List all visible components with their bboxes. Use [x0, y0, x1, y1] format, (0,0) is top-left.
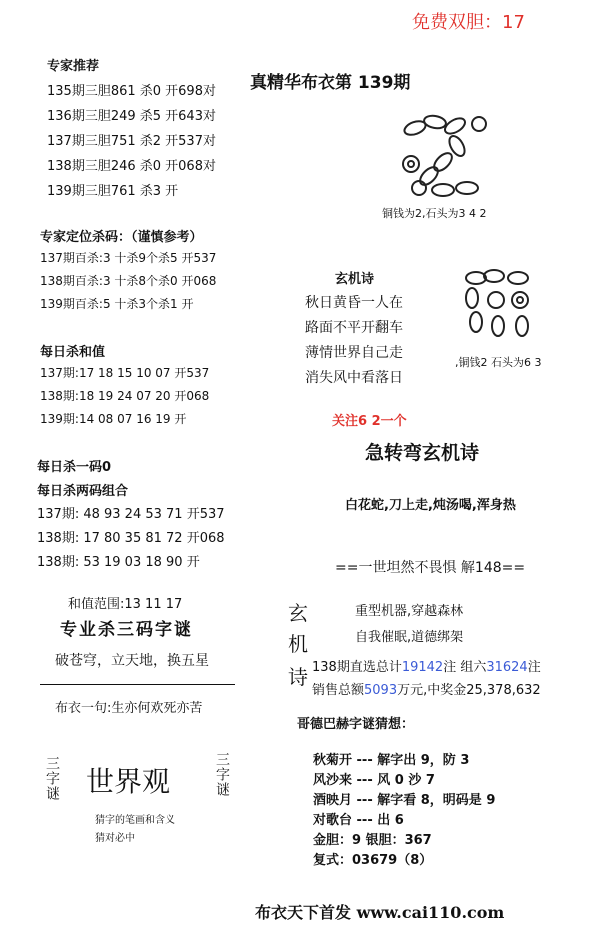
xuanji-line: 自我催眠,道德绑架	[355, 630, 464, 645]
urgent-line: 白花蛇,刀上走,炖汤喝,浑身热	[345, 498, 516, 513]
poem-line: 路面不平开翻车	[305, 320, 403, 336]
fearless-line: ==一世坦然不畏惧 解148==	[335, 560, 526, 576]
sales-line-1	[312, 656, 541, 675]
riddle-tag-left: 三字谜	[44, 756, 60, 801]
free-pick-banner: 免费双胆：17	[412, 12, 525, 33]
poem-title: 玄机诗	[335, 272, 375, 287]
sales-label: 销售总额	[312, 683, 365, 698]
daily-kill-line: 138期: 53 19 03 18 90 开	[37, 555, 200, 570]
goedel-line: 秋菊开 --- 解字出 9，防 3	[313, 753, 470, 768]
position-kill-title: 专家定位杀码：（谨慎参考）	[40, 230, 203, 245]
kill-three-title: 专业杀三码字谜	[60, 620, 193, 640]
daily-sum-kill-line: 137期:17 18 15 10 07 开537	[40, 366, 210, 380]
expert-line: 136期三胆249 杀5 开643对	[47, 109, 216, 124]
expert-line: 139期三胆761 杀3 开	[47, 184, 179, 199]
daily-sum-kill-title: 每日杀和值	[40, 345, 106, 360]
daily-kill-one-title: 每日杀一码0	[37, 460, 112, 475]
world-view-note: 猜对必中	[95, 833, 135, 844]
expert-line: 138期三胆246 杀0 开068对	[47, 159, 216, 174]
expert-line: 135期三胆861 杀0 开698对	[47, 84, 216, 99]
kill-three-riddle: 破苍穹，立天地，换五星	[55, 653, 209, 669]
sales-label: 138期直选总计	[312, 660, 402, 675]
coin-caption-1: 铜钱为2,石头为3 4 2	[382, 207, 487, 220]
daily-sum-kill-line: 138期:18 19 24 07 20 开068	[40, 389, 210, 403]
xuanji-side-char: 诗	[288, 665, 308, 689]
xuanji-line: 重型机器,穿越森林	[355, 604, 464, 619]
goedel-line: 风沙来 --- 风 0 沙 7	[313, 773, 435, 788]
xuanji-side-char: 玄	[288, 601, 308, 625]
sales-label: 万元,中奖金25,378,632	[397, 683, 541, 698]
poem-line: 薄情世界自己走	[305, 345, 403, 361]
poem-line: 消失风中看落日	[305, 370, 403, 386]
expert-line: 137期三胆751 杀2 开537对	[47, 134, 216, 149]
footer-source: 布衣天下首发 www.cai110.com	[255, 903, 505, 922]
position-kill-line: 139期百杀:5 十杀3个杀1 开	[40, 297, 194, 311]
daily-kill-line: 138期: 17 80 35 81 72 开068	[37, 531, 225, 546]
riddle-tag-right: 三字谜	[214, 752, 230, 797]
sales-amount: 5093	[364, 683, 398, 698]
daily-sum-kill-line: 139期:14 08 07 16 19 开	[40, 412, 187, 426]
position-kill-line: 137期百杀:3 十杀9个杀5 开537	[40, 251, 217, 265]
buyi-line: 布衣一句:生亦何欢死亦苦	[55, 701, 203, 716]
sum-range: 和值范围:13 11 17	[68, 597, 183, 612]
sales-label: 注 组六	[443, 660, 487, 675]
coin-stone-picture-2	[462, 268, 542, 343]
issue-header-title: 真精华布衣第 139期	[250, 73, 411, 93]
expert-title: 专家推荐	[47, 59, 100, 74]
direct-total: 19142	[401, 660, 444, 675]
coin-stone-picture-1	[395, 112, 490, 197]
attention-note: 关注6 2一个	[332, 414, 407, 429]
daily-kill-two-title: 每日杀两码组合	[37, 484, 129, 499]
coin-caption-2: ,铜钱2 石头为6 3	[455, 356, 542, 369]
world-view-note: 猜字的笔画和含义	[95, 815, 175, 826]
goedel-line: 复式：03679（8）	[313, 853, 433, 868]
urgent-title: 急转弯玄机诗	[365, 442, 480, 464]
goedel-line: 酒映月 --- 解字看 8，明码是 9	[313, 793, 496, 808]
sales-line-2	[312, 679, 541, 698]
xuanji-side-char: 机	[288, 632, 308, 656]
sales-label: 注	[527, 660, 541, 675]
goedel-line: 金胆：9 银胆：367	[313, 833, 432, 848]
goedel-line: 对歌台 --- 出 6	[313, 813, 404, 828]
position-kill-line: 138期百杀:3 十杀8个杀0 开068	[40, 274, 217, 288]
divider	[40, 684, 235, 685]
world-view-title: 世界观	[86, 765, 171, 798]
daily-kill-line: 137期: 48 93 24 53 71 开537	[37, 507, 225, 522]
poem-line: 秋日黄昏一人在	[305, 295, 403, 311]
group-six-total: 31624	[486, 660, 528, 675]
goedel-title: 哥德巴赫字谜猜想：	[297, 717, 415, 732]
